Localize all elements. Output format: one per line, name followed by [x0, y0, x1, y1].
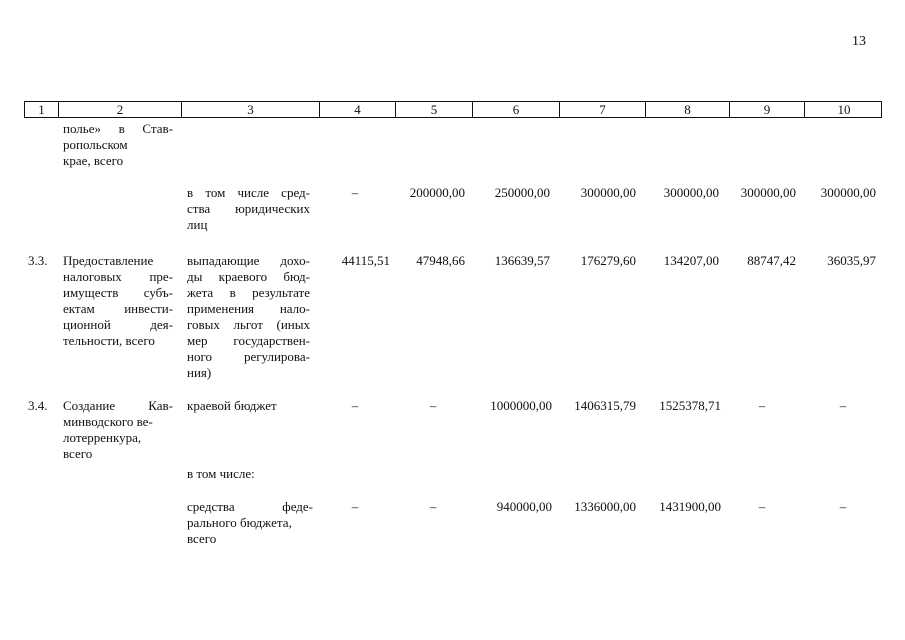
source-line: мер государствен-: [187, 333, 310, 348]
value-col-9: 300000,00: [740, 185, 796, 200]
page-number: 13: [852, 34, 866, 49]
source-line: в том числе:: [187, 466, 255, 481]
source-line: в том числе сред-: [187, 185, 310, 200]
row-title-line: имуществ субъ-: [63, 285, 173, 300]
table-header-row: [24, 101, 882, 118]
value-col-10: 36035,97: [827, 253, 876, 268]
value-col-8: 134207,00: [663, 253, 719, 268]
header-col-2: 2: [58, 102, 181, 117]
value-col-8: 1525378,71: [659, 398, 721, 413]
value-col-4: 44115,51: [341, 253, 390, 268]
value-col-6: 940000,00: [496, 499, 552, 514]
row-title-line: всего: [63, 446, 93, 461]
value-col-10: –: [839, 499, 847, 514]
row-title-line: ционной дея-: [63, 317, 173, 332]
row-title-line: крае, всего: [63, 153, 124, 168]
row-title-line: лотерренкура,: [63, 430, 142, 445]
row-title-line: Создание Кав-: [63, 398, 173, 413]
source-line: краевой бюджет: [187, 398, 277, 413]
value-col-9: –: [758, 398, 766, 413]
source-line: лиц: [187, 217, 208, 232]
row-title-line: минводского ве-: [63, 414, 153, 429]
value-col-8: 300000,00: [663, 185, 719, 200]
header-col-5: 5: [395, 102, 472, 117]
value-col-5: 200000,00: [409, 185, 465, 200]
header-col-3: 3: [181, 102, 319, 117]
source-line: средства феде-: [187, 499, 313, 514]
value-col-7: 1406315,79: [574, 398, 636, 413]
row-title-line: налоговых пре-: [63, 269, 173, 284]
header-col-4: 4: [319, 102, 395, 117]
value-col-4: –: [351, 185, 359, 200]
source-line: ды краевого бюд-: [187, 269, 310, 284]
header-col-8: 8: [645, 102, 729, 117]
value-col-7: 1336000,00: [574, 499, 636, 514]
source-line: применения нало-: [187, 301, 310, 316]
row-title-line: ропольском: [63, 137, 128, 152]
value-col-4: –: [351, 398, 359, 413]
source-line: жета в результате: [187, 285, 310, 300]
row-number: 3.4.: [28, 398, 48, 413]
header-col-10: 10: [804, 102, 883, 117]
value-col-7: 300000,00: [580, 185, 636, 200]
header-col-1: 1: [38, 102, 45, 117]
row-title-line: ектам инвести-: [63, 301, 173, 316]
header-col-6: 6: [472, 102, 559, 117]
value-col-5: –: [429, 499, 437, 514]
row-title-line: полье» в Став-: [63, 121, 173, 136]
source-line: ства юридических: [187, 201, 310, 216]
value-col-5: 47948,66: [416, 253, 465, 268]
value-col-10: –: [839, 398, 847, 413]
source-line: рального бюджета,: [187, 515, 292, 530]
source-line: говых льгот (иных: [187, 317, 310, 332]
row-number: 3.3.: [28, 253, 48, 268]
value-col-8: 1431900,00: [659, 499, 721, 514]
row-title-line: Предоставление: [63, 253, 154, 268]
value-col-5: –: [429, 398, 437, 413]
value-col-10: 300000,00: [820, 185, 876, 200]
value-col-6: 250000,00: [494, 185, 550, 200]
source-line: всего: [187, 531, 217, 546]
value-col-4: –: [351, 499, 359, 514]
value-col-6: 136639,57: [494, 253, 550, 268]
value-col-9: 88747,42: [747, 253, 796, 268]
value-col-7: 176279,60: [580, 253, 636, 268]
source-line: ния): [187, 365, 212, 380]
value-col-6: 1000000,00: [490, 398, 552, 413]
source-line: выпадающие дохо-: [187, 253, 310, 268]
source-line: ного регулирова-: [187, 349, 310, 364]
row-title-line: тельности, всего: [63, 333, 155, 348]
header-col-9: 9: [729, 102, 804, 117]
header-col-7: 7: [559, 102, 645, 117]
value-col-9: –: [758, 499, 766, 514]
